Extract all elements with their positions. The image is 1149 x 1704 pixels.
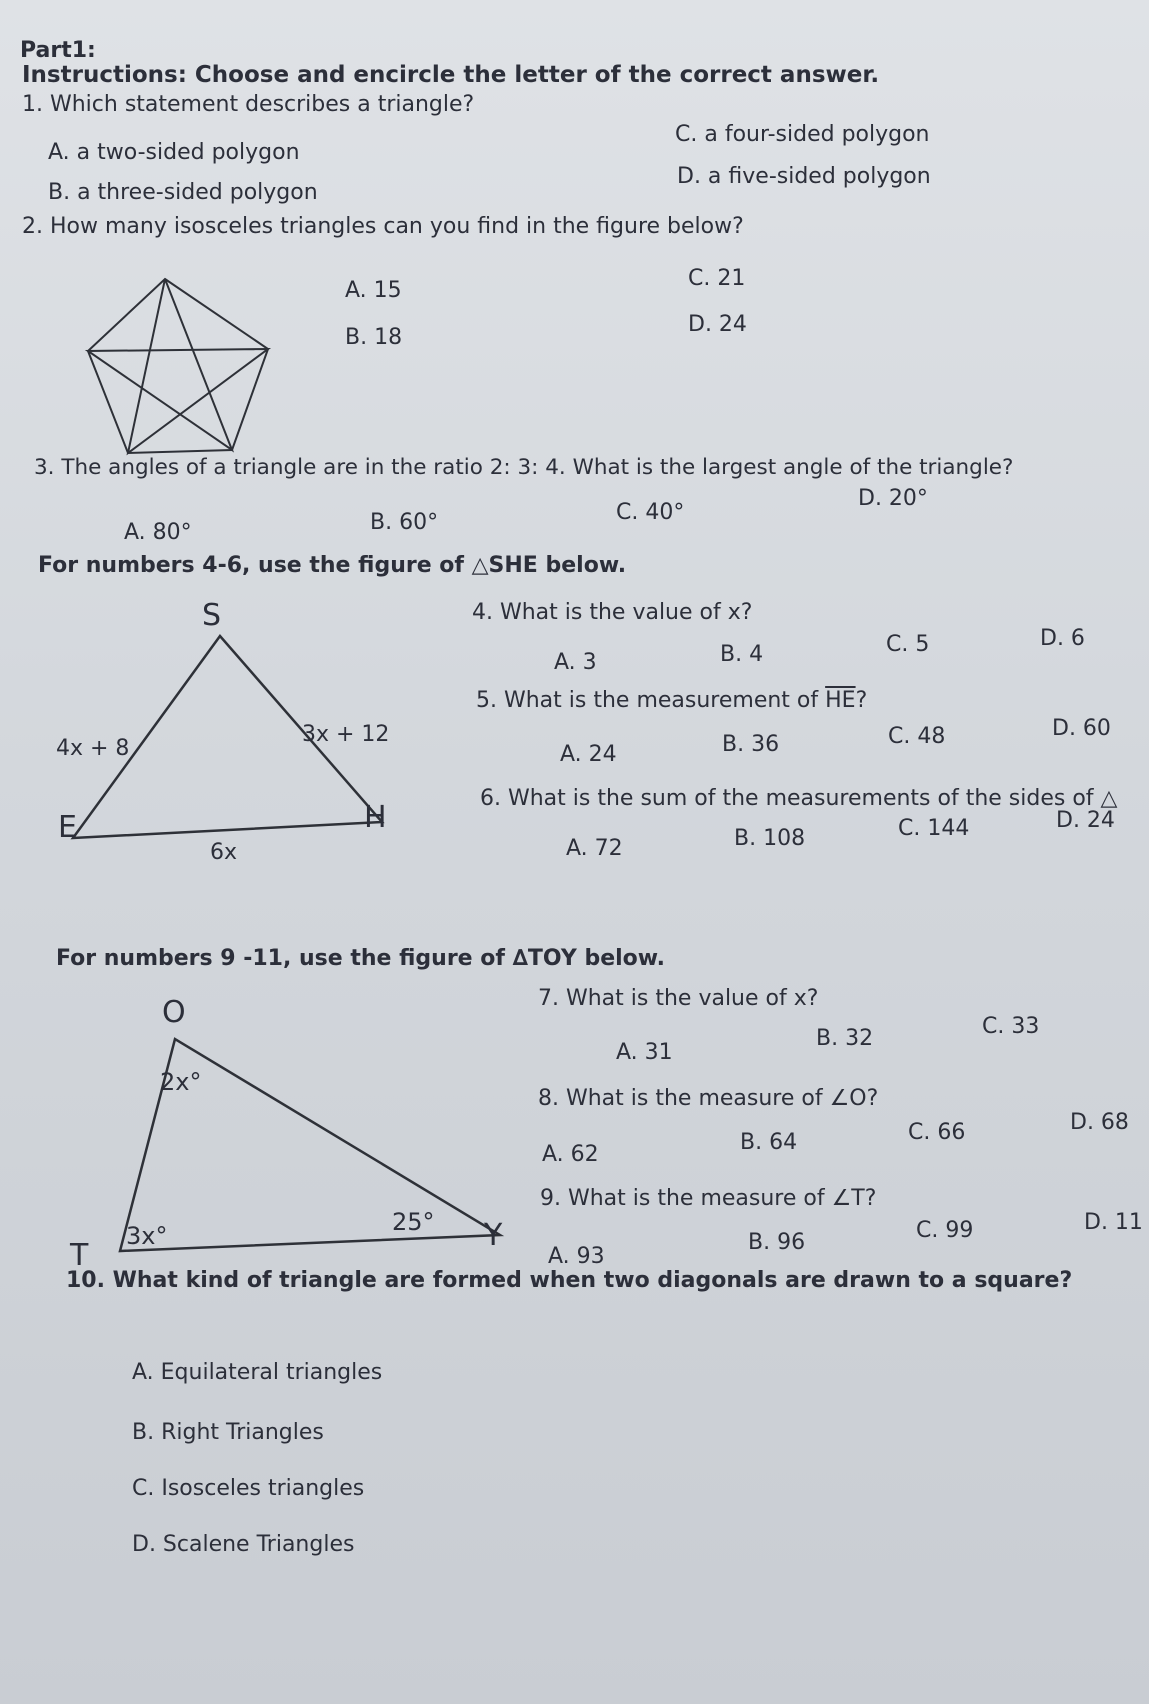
q8-option-d[interactable]: D. 68: [1070, 1110, 1129, 1135]
q9-option-d[interactable]: D. 11: [1084, 1210, 1143, 1235]
q2-option-c[interactable]: C. 21: [688, 266, 746, 291]
q4-option-d[interactable]: D. 6: [1040, 626, 1085, 651]
q2-text: 2. How many isosceles triangles can you find in the figure below?: [22, 214, 744, 239]
q10-option-a[interactable]: A. Equilateral triangles: [132, 1360, 383, 1385]
q7-option-b[interactable]: B. 32: [816, 1026, 874, 1051]
q1-option-c[interactable]: C. a four-sided polygon: [675, 122, 930, 147]
q9-option-b[interactable]: B. 96: [748, 1230, 806, 1255]
q10-option-b[interactable]: B. Right Triangles: [132, 1420, 324, 1445]
q8-text: 8. What is the measure of ∠O?: [538, 1086, 879, 1111]
q5-option-b[interactable]: B. 36: [722, 732, 780, 757]
q10-text: 10. What kind of triangle are formed when two diagonals are drawn to a square?: [66, 1268, 1073, 1293]
vertex-h: H: [364, 800, 387, 835]
q9-option-c[interactable]: C. 99: [916, 1218, 974, 1243]
q4-option-b[interactable]: B. 4: [720, 642, 764, 667]
q5-option-d[interactable]: D. 60: [1052, 716, 1111, 741]
she-intro: For numbers 4-6, use the figure of △SHE below.: [38, 553, 627, 578]
toy-intro: For numbers 9 -11, use the figure of ∆TOY below.: [56, 946, 666, 971]
angle-y-label: 25°: [392, 1208, 435, 1236]
side-sh-label: 3x + 12: [302, 722, 390, 747]
q10-option-d[interactable]: D. Scalene Triangles: [132, 1532, 355, 1557]
q3-option-b[interactable]: B. 60°: [370, 510, 439, 535]
q3-option-a[interactable]: A. 80°: [124, 520, 192, 545]
side-eh-label: 6x: [210, 840, 238, 865]
q7-option-c[interactable]: C. 33: [982, 1014, 1040, 1039]
q9-option-a[interactable]: A. 93: [548, 1244, 605, 1269]
q8-option-b[interactable]: B. 64: [740, 1130, 798, 1155]
q6-option-d[interactable]: D. 24: [1056, 808, 1115, 833]
vertex-t: T: [70, 1238, 89, 1273]
q5-text: 5. What is the measurement of $\overline{HE}$?: [476, 688, 868, 713]
pentagram-figure: [80, 275, 280, 455]
q2-option-b[interactable]: B. 18: [345, 325, 403, 350]
q3-text: 3. The angles of a triangle are in the ratio 2: 3: 4. What is the largest angle of the triangle?: [34, 455, 1014, 480]
q1-option-d[interactable]: D. a five-sided polygon: [677, 164, 931, 189]
q9-text: 9. What is the measure of ∠T?: [540, 1186, 877, 1211]
q2-option-d[interactable]: D. 24: [688, 312, 747, 337]
vertex-s: S: [202, 598, 222, 633]
vertex-e: E: [58, 810, 77, 845]
q3-option-c[interactable]: C. 40°: [616, 500, 685, 525]
vertex-o: O: [162, 995, 186, 1030]
vertex-y: Y: [484, 1218, 503, 1253]
q6-option-c[interactable]: C. 144: [898, 816, 970, 841]
q4-text: 4. What is the value of x?: [472, 600, 753, 625]
q6-option-a[interactable]: A. 72: [566, 836, 623, 861]
angle-o-label: 2x°: [160, 1068, 202, 1096]
q4-option-a[interactable]: A. 3: [554, 650, 597, 675]
part-label: Part1:: [20, 38, 96, 63]
segment-he: $\overline{HE}$: [825, 688, 856, 713]
q2-option-a[interactable]: A. 15: [345, 278, 402, 303]
q3-option-d[interactable]: D. 20°: [858, 486, 928, 511]
q1-text: 1. Which statement describes a triangle?: [22, 92, 475, 117]
q7-option-a[interactable]: A. 31: [616, 1040, 673, 1065]
q1-option-a[interactable]: A. a two-sided polygon: [48, 140, 300, 165]
q6-text: 6. What is the sum of the measurements of the sides of △: [480, 786, 1118, 811]
side-se-label: 4x + 8: [56, 736, 130, 761]
q4-option-c[interactable]: C. 5: [886, 632, 930, 657]
q7-text: 7. What is the value of x?: [538, 986, 819, 1011]
q6-option-b[interactable]: B. 108: [734, 826, 806, 851]
q8-option-c[interactable]: C. 66: [908, 1120, 966, 1145]
q10-option-c[interactable]: C. Isosceles triangles: [132, 1476, 365, 1501]
q5-option-a[interactable]: A. 24: [560, 742, 617, 767]
q5-option-c[interactable]: C. 48: [888, 724, 946, 749]
q8-option-a[interactable]: A. 62: [542, 1142, 599, 1167]
instructions: Instructions: Choose and encircle the letter of the correct answer.: [22, 62, 880, 88]
angle-t-label: 3x°: [126, 1222, 168, 1250]
q1-option-b[interactable]: B. a three-sided polygon: [48, 180, 318, 205]
